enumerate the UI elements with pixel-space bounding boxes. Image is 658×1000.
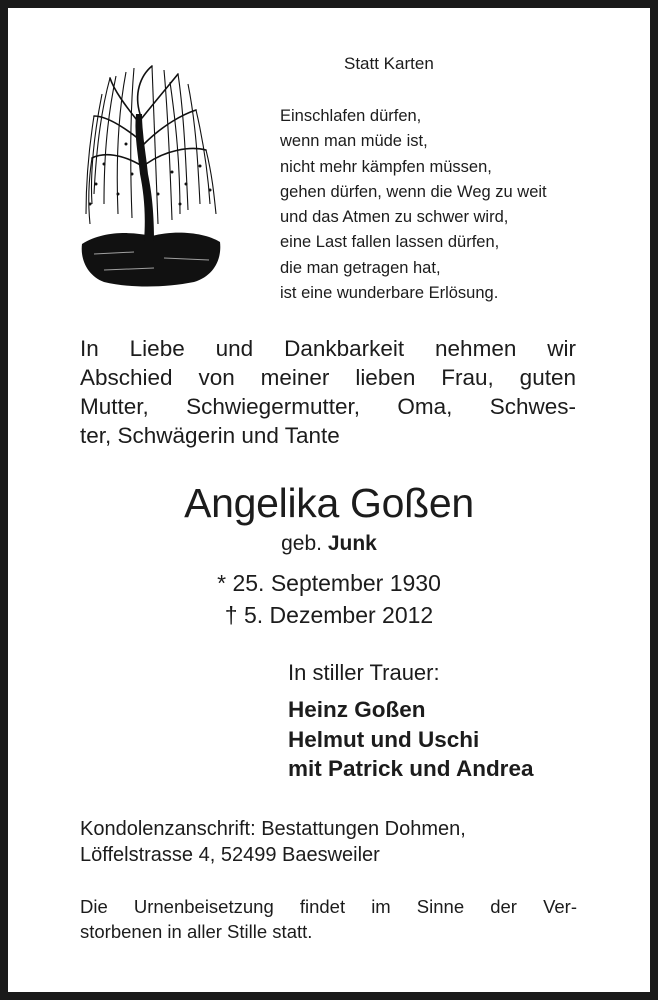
poem-line: Einschlafen dürfen, <box>280 107 422 125</box>
poem-line: eine Last fallen lassen dürfen, <box>280 233 500 252</box>
intro-line: Abschied von meiner lieben Frau, guten <box>80 365 576 390</box>
maiden-name-line <box>8 532 650 556</box>
poem-line: nicht mehr kämpfen müssen, <box>280 157 492 176</box>
poem-line: wenn man müde ist, <box>280 132 428 151</box>
mourners-list <box>288 695 533 784</box>
death-date: † 5. Dezember 2012 <box>224 602 434 628</box>
intro-line: In Liebe und Dankbarkeit nehmen wir <box>80 336 576 361</box>
weeping-willow-icon <box>74 54 226 290</box>
poem-line: gehen dürfen, wenn die Weg zu weit <box>280 182 547 201</box>
burial-line: storbenen in aller Stille statt. <box>80 921 313 942</box>
poem <box>280 104 547 306</box>
burial-line: Die Urnenbeisetzung findet im Sinne der Ver- <box>80 896 577 917</box>
mourning-label: In stiller Trauer: <box>288 660 440 685</box>
mourner-name: Heinz Goßen <box>288 697 426 722</box>
poem-line: die man getragen hat, <box>280 258 441 277</box>
poem-line: ist eine wunderbare Erlösung. <box>280 284 499 303</box>
intro-line: Mutter, Schwiegermutter, Oma, Schwes- <box>80 394 576 419</box>
intro-line: ter, Schwägerin und Tante <box>80 423 340 448</box>
deceased-name: Angelika Goßen <box>184 480 474 526</box>
poem-line: und das Atmen zu schwer wird, <box>280 208 509 227</box>
birth-date: * 25. September 1930 <box>217 570 441 596</box>
maiden-name: Junk <box>327 532 377 555</box>
condolence-address <box>80 816 466 868</box>
obituary-card <box>8 8 650 992</box>
burial-notice <box>80 894 577 944</box>
header-statt-karten: Statt Karten <box>344 54 434 73</box>
address-line: Löffelstrasse 4, 52499 Baesweiler <box>80 844 380 866</box>
mourner-name: Helmut und Uschi <box>288 726 480 752</box>
address-line: Kondolenzanschrift: Bestattungen Dohmen, <box>80 818 466 840</box>
nee-prefix: geb. <box>281 532 322 555</box>
mourner-name: mit Patrick und Andrea <box>288 756 534 781</box>
intro-text <box>80 334 576 450</box>
